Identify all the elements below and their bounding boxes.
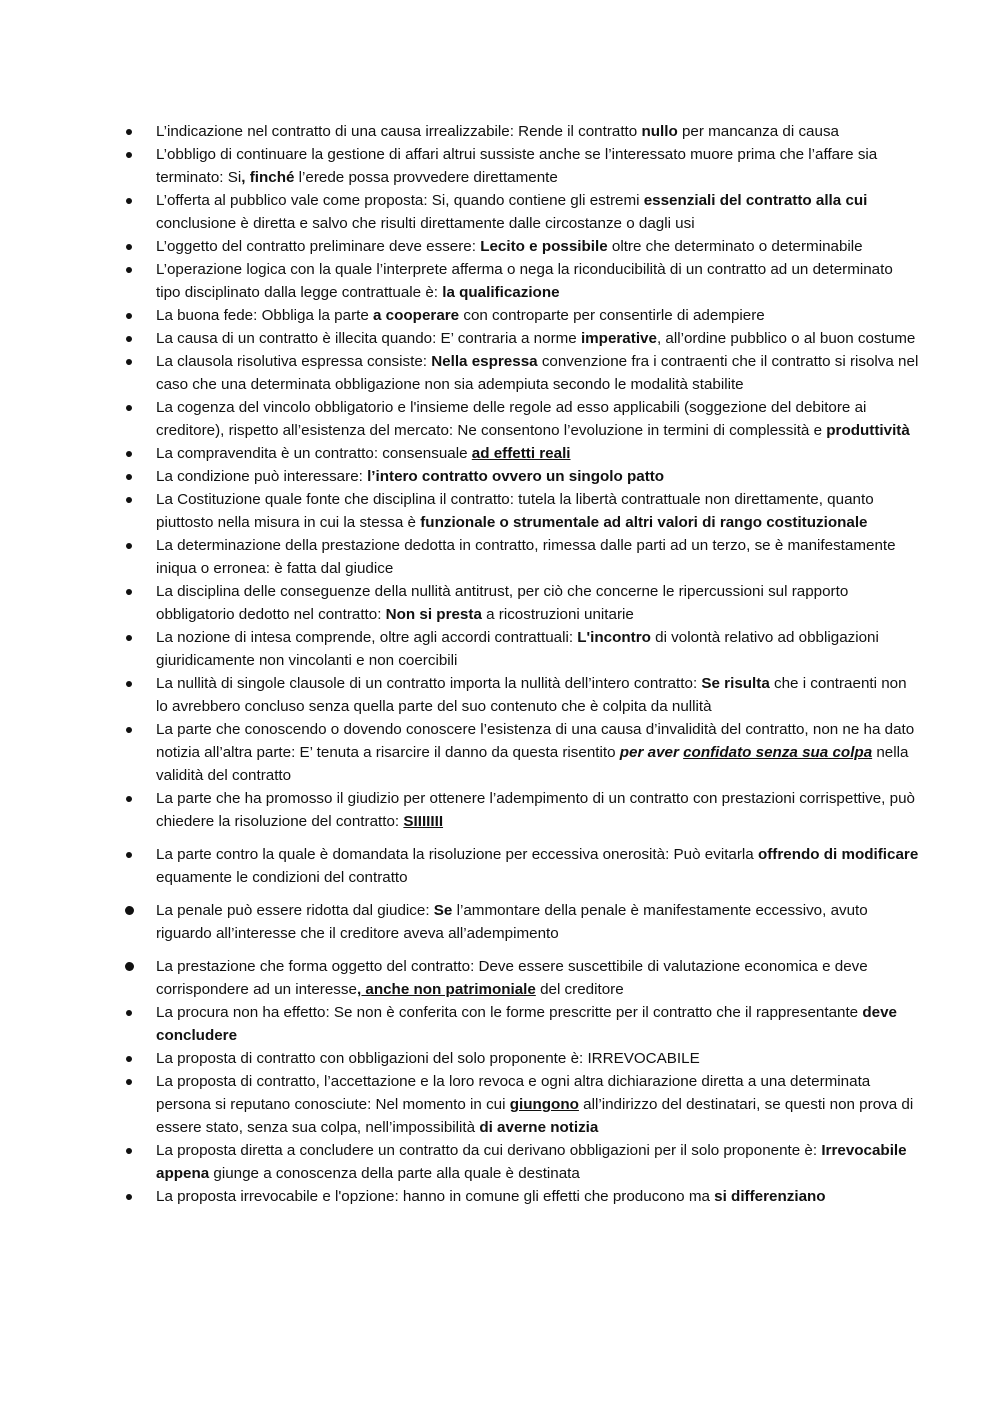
bullet-icon [126, 1056, 132, 1062]
bullet-icon [125, 906, 134, 915]
bullet-icon [126, 497, 132, 503]
text-segment: , anche non patrimoniale [356, 981, 536, 998]
text-segment: La buona fede: Obbliga la parte [156, 307, 374, 324]
text-segment: ad effetti reali [471, 445, 571, 462]
list-item-text [156, 583, 848, 623]
text-segment: offrendo di modificare [757, 846, 919, 863]
list-item [120, 1001, 920, 1047]
list-item [120, 120, 920, 143]
list-item [120, 534, 920, 580]
bullet-icon [126, 1148, 132, 1154]
list-item-text [156, 445, 571, 462]
text-segment: giunge a conoscenza della parte alla quale è destinata [209, 1165, 580, 1182]
text-segment: La proposta irrevocabile e l'opzione: hanno in comune gli effetti che producono ma [156, 1188, 715, 1205]
list-item [120, 442, 920, 465]
text-segment: La compravendita è un contratto: consensuale [156, 445, 472, 462]
list-item [120, 235, 920, 258]
list-item [120, 955, 920, 1001]
text-segment: a cooperare [373, 307, 460, 324]
text-segment: La cogenza del vincolo obbligatorio e l'insieme delle regole ad esso applicabili (soggezione del debitore ai creditore), rispetto all’esistenza del mercato: Ne consentono l’evoluzione in termini di complessità e [156, 399, 867, 439]
list-item [120, 189, 920, 235]
text-segment: L’indicazione nel contratto di una causa irrealizzabile: Rende il contratto [156, 123, 642, 140]
bullet-icon [126, 681, 132, 687]
text-segment: La penale può essere ridotta dal giudice: [156, 902, 434, 919]
text-segment: , finché [241, 169, 295, 186]
text-segment: La condizione può interessare: [156, 468, 368, 485]
text-segment: funzionale o strumentale ad altri valori di rango costituzionale [420, 514, 868, 531]
text-segment: Nella espressa [431, 353, 538, 370]
list-item [120, 350, 920, 396]
list-item [120, 1139, 920, 1185]
text-segment: nella validità del contratto [156, 744, 909, 784]
text-segment: La nozione di intesa comprende, oltre agli accordi contrattuali: [156, 629, 578, 646]
list-item-text [156, 238, 863, 255]
bullet-icon [126, 543, 132, 549]
text-segment: la qualificazione [442, 284, 560, 301]
text-segment: per aver [619, 744, 684, 761]
text-segment: convenzione fra i contraenti che il contratto si risolva nel caso che una determinata obbligazione non sia adempiuta secondo le modalità stabilite [156, 353, 919, 393]
text-segment: essenziali del contratto alla cui [643, 192, 868, 209]
list-item-text [156, 399, 910, 439]
list-item [120, 396, 920, 442]
list-item-text [156, 192, 867, 232]
list-item [120, 718, 920, 787]
bullet-list [120, 120, 920, 1208]
text-segment: deve concludere [156, 1004, 897, 1044]
text-segment: l’erede possa provvedere direttamente [294, 169, 558, 186]
bullet-icon [126, 796, 132, 802]
text-segment: equamente le condizioni del contratto [156, 869, 408, 886]
bullet-icon [126, 474, 132, 480]
text-segment: La proposta di contratto, l’accettazione e la loro revoca e ogni altra dichiarazione diretta a una determinata persona si reputano conosciute: Nel momento in cui [156, 1073, 871, 1113]
list-item-text [156, 491, 874, 531]
list-item-text [156, 146, 877, 186]
list-item-text [156, 1050, 700, 1067]
list-item-text [156, 958, 868, 998]
list-item [120, 465, 920, 488]
text-segment: , all’ordine pubblico o al buon costume [656, 330, 916, 347]
bullet-icon [126, 267, 132, 273]
text-segment: Lecito e possibile [480, 238, 608, 255]
list-item-text [156, 629, 879, 669]
list-item-text [156, 790, 915, 830]
text-segment: La causa di un contratto è illecita quando: E’ contraria a norme [156, 330, 581, 347]
bullet-icon [126, 589, 132, 595]
list-item-text [156, 902, 868, 942]
bullet-icon [126, 198, 132, 204]
text-segment: con controparte per consentirle di adempiere [459, 307, 765, 324]
list-item [120, 488, 920, 534]
text-segment: La determinazione della prestazione dedotta in contratto, rimessa dalle parti ad un terzo, se è manifestamente iniqua o erronea: è fatta dal giudice [156, 537, 896, 577]
text-segment: imperative [580, 330, 657, 347]
list-item [120, 143, 920, 189]
text-segment: di volontà relativo ad obbligazioni giuridicamente non vincolanti e non coercibili [156, 629, 879, 669]
text-segment: La proposta diretta a concludere un contratto da cui derivano obbligazioni per il solo proponente è: [156, 1142, 822, 1159]
bullet-icon [126, 129, 132, 135]
list-item [120, 899, 920, 945]
text-segment: La proposta di contratto con obbligazioni del solo proponente è: IRREVOCABILE [156, 1050, 700, 1067]
text-segment: Se risulta [701, 675, 770, 692]
bullet-icon [126, 313, 132, 319]
bullet-icon [126, 451, 132, 457]
bullet-icon [125, 962, 134, 971]
text-segment: l’intero contratto ovvero un singolo patto [367, 468, 665, 485]
list-item [120, 626, 920, 672]
list-item [120, 843, 920, 889]
text-segment: L’offerta al pubblico vale come proposta: Si, quando contiene gli estremi [156, 192, 644, 209]
text-segment: La procura non ha effetto: Se non è conferita con le forme prescritte per il contratto che il rappresentante [156, 1004, 863, 1021]
text-segment: di averne notizia [479, 1119, 599, 1136]
text-segment: Non si presta [385, 606, 482, 623]
bullet-icon [126, 336, 132, 342]
text-segment: La prestazione che forma oggetto del contratto: Deve essere suscettibile di valutazione economica e deve corrispondere ad un interesse [156, 958, 868, 998]
bullet-icon [126, 635, 132, 641]
list-item-text [156, 307, 765, 324]
text-segment: L’oggetto del contratto preliminare deve essere: [156, 238, 481, 255]
list-item-text [156, 353, 918, 393]
list-item [120, 258, 920, 304]
bullet-icon [126, 405, 132, 411]
text-segment: per mancanza di causa [677, 123, 839, 140]
list-item-text [156, 1004, 897, 1044]
list-item-text [156, 675, 907, 715]
text-segment: L'incontro [577, 629, 651, 646]
text-segment: all’indirizzo del destinatari, se questi non prova di essere stato, senza sua colpa, nell’impossibilità [156, 1096, 914, 1136]
list-item-text [156, 123, 839, 140]
bullet-icon [126, 727, 132, 733]
bullet-icon [126, 359, 132, 365]
list-item-text [156, 1188, 826, 1205]
text-segment: si differenziano [714, 1188, 826, 1205]
text-segment: Irrevocabile appena [156, 1142, 907, 1182]
text-segment: La clausola risolutiva espressa consiste: [156, 353, 432, 370]
list-item-text [156, 846, 918, 886]
bullet-icon [126, 852, 132, 858]
list-item [120, 327, 920, 350]
text-segment: giungono [509, 1096, 579, 1113]
list-item [120, 580, 920, 626]
list-item-text [156, 1142, 907, 1182]
bullet-icon [126, 1079, 132, 1085]
text-segment: confidato senza sua colpa [683, 744, 873, 761]
text-segment: produttività [826, 422, 910, 439]
bullet-icon [126, 1010, 132, 1016]
text-segment: La Costituzione quale fonte che disciplina il contratto: tutela la libertà contrattuale non direttamente, quanto piuttosto nella misura in cui la stessa è [156, 491, 874, 531]
text-segment: a ricostruzioni unitarie [481, 606, 634, 623]
text-segment: L’operazione logica con la quale l’interprete afferma o nega la riconducibilità di un contratto ad un determinato tipo disciplinato dalla legge contrattuale è: [156, 261, 893, 301]
text-segment: oltre che determinato o determinabile [607, 238, 863, 255]
list-item [120, 1047, 920, 1070]
list-item-text [156, 721, 914, 784]
list-item-text [156, 261, 893, 301]
list-item-text [156, 537, 896, 577]
text-segment: conclusione è diretta e salvo che risulti direttamente dalle circostanze o dagli usi [156, 215, 695, 232]
list-item [120, 787, 920, 833]
list-item [120, 1185, 920, 1208]
text-segment: L’obbligo di continuare la gestione di affari altrui sussiste anche se l’interessato muore prima che l’affare sia terminato: Si [156, 146, 878, 186]
bullet-icon [126, 152, 132, 158]
text-segment: che i contraenti non lo avrebbero concluso senza quella parte del suo contenuto che è colpita da nullità [156, 675, 907, 715]
list-item-text [156, 1073, 913, 1136]
bullet-icon [126, 1194, 132, 1200]
list-item [120, 672, 920, 718]
text-segment: La nullità di singole clausole di un contratto importa la nullità dell’intero contratto: [156, 675, 702, 692]
text-segment: La disciplina delle conseguenze della nullità antitrust, per ciò che concerne le ripercussioni sul rapporto obbligatorio dedotto nel contratto: [156, 583, 849, 623]
list-item [120, 304, 920, 327]
text-segment: La parte contro la quale è domandata la risoluzione per eccessiva onerosità: Può evitarla [156, 846, 758, 863]
list-item-text [156, 330, 915, 347]
text-segment: La parte che ha promosso il giudizio per ottenere l’adempimento di un contratto con prestazioni corrispettive, può chiedere la risoluzione del contratto: [156, 790, 915, 830]
text-segment: l’ammontare della penale è manifestamente eccessivo, avuto riguardo all’interesse che il creditore aveva all’adempimento [156, 902, 868, 942]
bullet-icon [126, 244, 132, 250]
list-item [120, 1070, 920, 1139]
text-segment: Se [433, 902, 453, 919]
text-segment: La parte che conoscendo o dovendo conoscere l’esistenza di una causa d’invalidità del contratto, non ne ha dato notizia all’altra parte: E’ tenuta a risarcire il danno da questa risentito [156, 721, 915, 761]
text-segment: SIIIIIII [403, 813, 444, 830]
text-segment: nullo [641, 123, 678, 140]
text-segment: del creditore [535, 981, 624, 998]
list-item-text [156, 468, 664, 485]
